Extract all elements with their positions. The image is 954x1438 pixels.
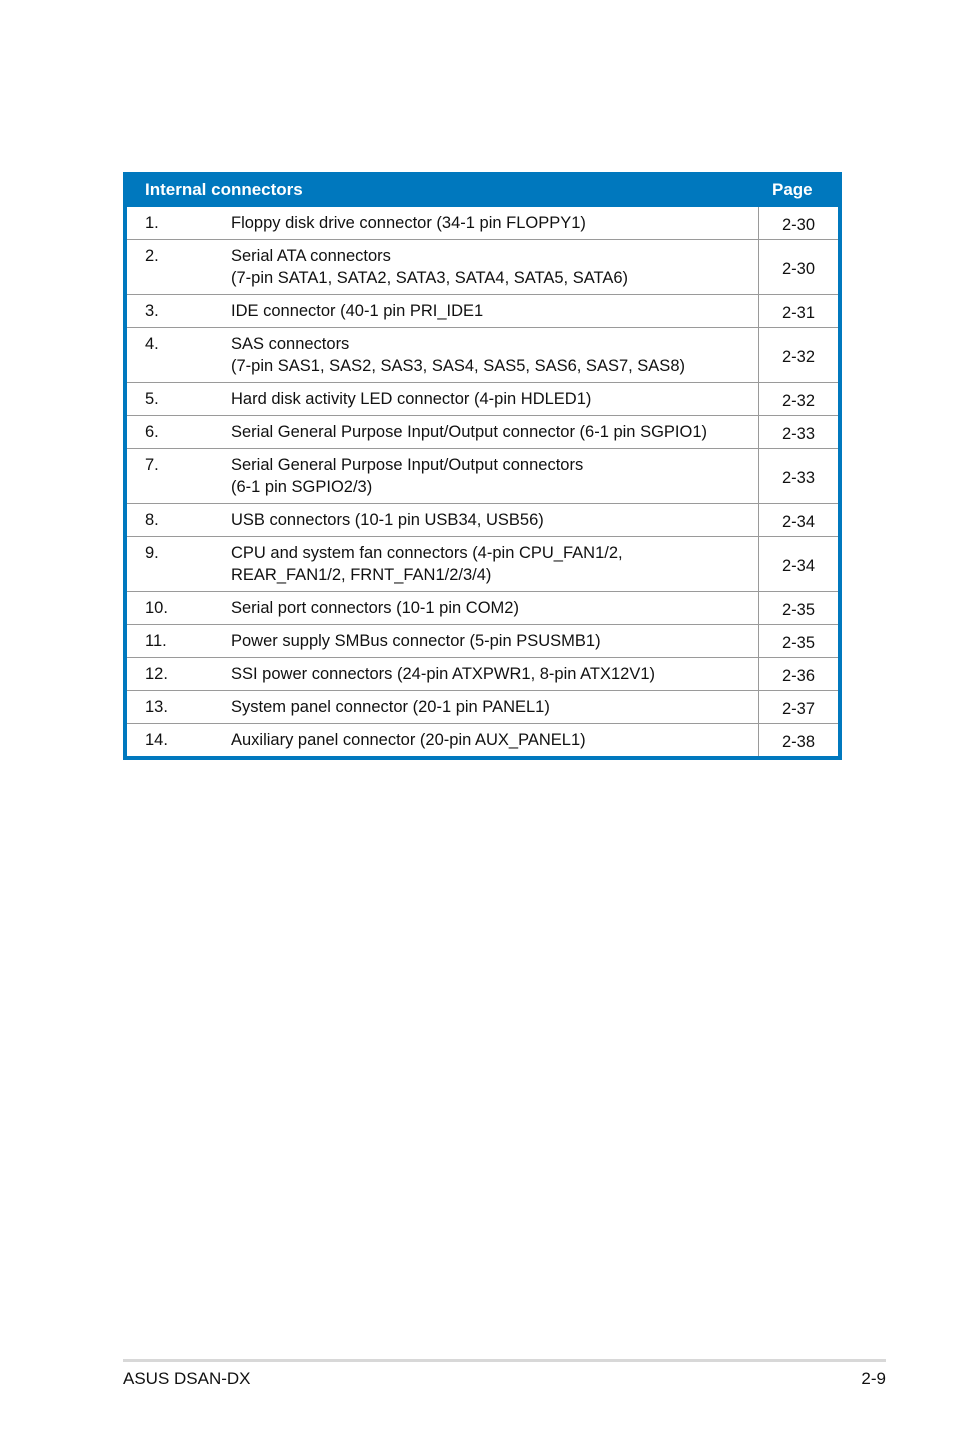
header-title: Internal connectors bbox=[145, 179, 303, 199]
row-number: 12. bbox=[145, 665, 168, 683]
row-description bbox=[231, 691, 759, 723]
row-page: 2-32 bbox=[781, 392, 816, 410]
row-description bbox=[231, 383, 759, 415]
table-row bbox=[127, 624, 838, 657]
row-number: 10. bbox=[145, 599, 168, 617]
row-page: 2-38 bbox=[781, 733, 816, 751]
table-row bbox=[127, 294, 838, 327]
description-line: REAR_FAN1/2, FRNT_FAN1/2/3/4) bbox=[231, 566, 492, 584]
row-number: 11. bbox=[145, 632, 167, 650]
row-page: 2-36 bbox=[781, 667, 816, 685]
description-line: SSI power connectors (24-pin ATXPWR1, 8-pin ATX12V1) bbox=[231, 665, 655, 683]
description-line: (6-1 pin SGPIO2/3) bbox=[231, 478, 373, 496]
row-page: 2-35 bbox=[781, 634, 816, 652]
row-description bbox=[231, 724, 759, 756]
table-row bbox=[127, 503, 838, 536]
description-line: Serial General Purpose Input/Output connector (6-1 pin SGPIO1) bbox=[231, 423, 708, 441]
row-description bbox=[231, 625, 759, 657]
description-line: Hard disk activity LED connector (4-pin HDLED1) bbox=[231, 390, 592, 408]
row-description bbox=[231, 207, 759, 239]
row-page: 2-37 bbox=[781, 700, 816, 718]
row-description bbox=[231, 537, 759, 591]
row-number: 9. bbox=[145, 544, 159, 562]
description-line: (7-pin SATA1, SATA2, SATA3, SATA4, SATA5, SATA6) bbox=[231, 269, 629, 287]
description-line: Auxiliary panel connector (20-pin AUX_PANEL1) bbox=[231, 731, 586, 749]
table-row bbox=[127, 690, 838, 723]
row-number: 4. bbox=[145, 335, 159, 353]
row-number: 13. bbox=[145, 698, 168, 716]
table-header bbox=[123, 172, 842, 207]
description-line: IDE connector (40-1 pin PRI_IDE1 bbox=[231, 302, 484, 320]
table-row bbox=[127, 415, 838, 448]
description-line: USB connectors (10-1 pin USB34, USB56) bbox=[231, 511, 544, 529]
description-line: System panel connector (20-1 pin PANEL1) bbox=[231, 698, 550, 716]
internal-connectors-table bbox=[123, 172, 842, 760]
row-number: 1. bbox=[145, 214, 159, 232]
footer-product: ASUS DSAN-DX bbox=[123, 1369, 251, 1388]
table-row bbox=[127, 448, 838, 503]
row-description bbox=[231, 504, 759, 536]
footer-rule bbox=[123, 1359, 886, 1362]
footer-page-number: 2-9 bbox=[861, 1369, 886, 1388]
table-row bbox=[127, 382, 838, 415]
row-description bbox=[231, 295, 759, 327]
table-row bbox=[127, 207, 838, 239]
row-number: 8. bbox=[145, 511, 159, 529]
description-line: (7-pin SAS1, SAS2, SAS3, SAS4, SAS5, SAS6, SAS7, SAS8) bbox=[231, 357, 685, 375]
row-page: 2-34 bbox=[781, 557, 816, 575]
row-description bbox=[231, 328, 759, 382]
table-row bbox=[127, 327, 838, 382]
row-page: 2-30 bbox=[781, 216, 816, 234]
row-description bbox=[231, 592, 759, 624]
row-description bbox=[231, 449, 759, 503]
row-description bbox=[231, 416, 759, 448]
description-line: SAS connectors bbox=[231, 335, 350, 353]
row-page: 2-35 bbox=[781, 601, 816, 619]
row-page: 2-34 bbox=[781, 513, 816, 531]
row-description bbox=[231, 658, 759, 690]
description-line: Serial General Purpose Input/Output connectors bbox=[231, 456, 584, 474]
table-row bbox=[127, 657, 838, 690]
row-page: 2-33 bbox=[781, 469, 816, 487]
description-line: Power supply SMBus connector (5-pin PSUSMB1) bbox=[231, 632, 601, 650]
description-line: Floppy disk drive connector (34-1 pin FLOPPY1) bbox=[231, 214, 586, 232]
row-number: 7. bbox=[145, 456, 159, 474]
row-page: 2-32 bbox=[781, 348, 816, 366]
row-number: 14. bbox=[145, 731, 168, 749]
description-line: CPU and system fan connectors (4-pin CPU_FAN1/2, bbox=[231, 544, 623, 562]
row-page: 2-31 bbox=[781, 304, 816, 322]
row-number: 3. bbox=[145, 302, 159, 320]
table-body bbox=[127, 207, 838, 756]
table-row bbox=[127, 723, 838, 756]
table-row bbox=[127, 536, 838, 591]
table-row bbox=[127, 591, 838, 624]
description-line: Serial ATA connectors bbox=[231, 247, 391, 265]
row-number: 2. bbox=[145, 247, 159, 265]
row-number: 5. bbox=[145, 390, 159, 408]
row-number: 6. bbox=[145, 423, 159, 441]
row-description bbox=[231, 240, 759, 294]
header-page: Page bbox=[772, 179, 813, 199]
description-line: Serial port connectors (10-1 pin COM2) bbox=[231, 599, 519, 617]
row-page: 2-33 bbox=[781, 425, 816, 443]
table-row bbox=[127, 239, 838, 294]
row-page: 2-30 bbox=[781, 260, 816, 278]
